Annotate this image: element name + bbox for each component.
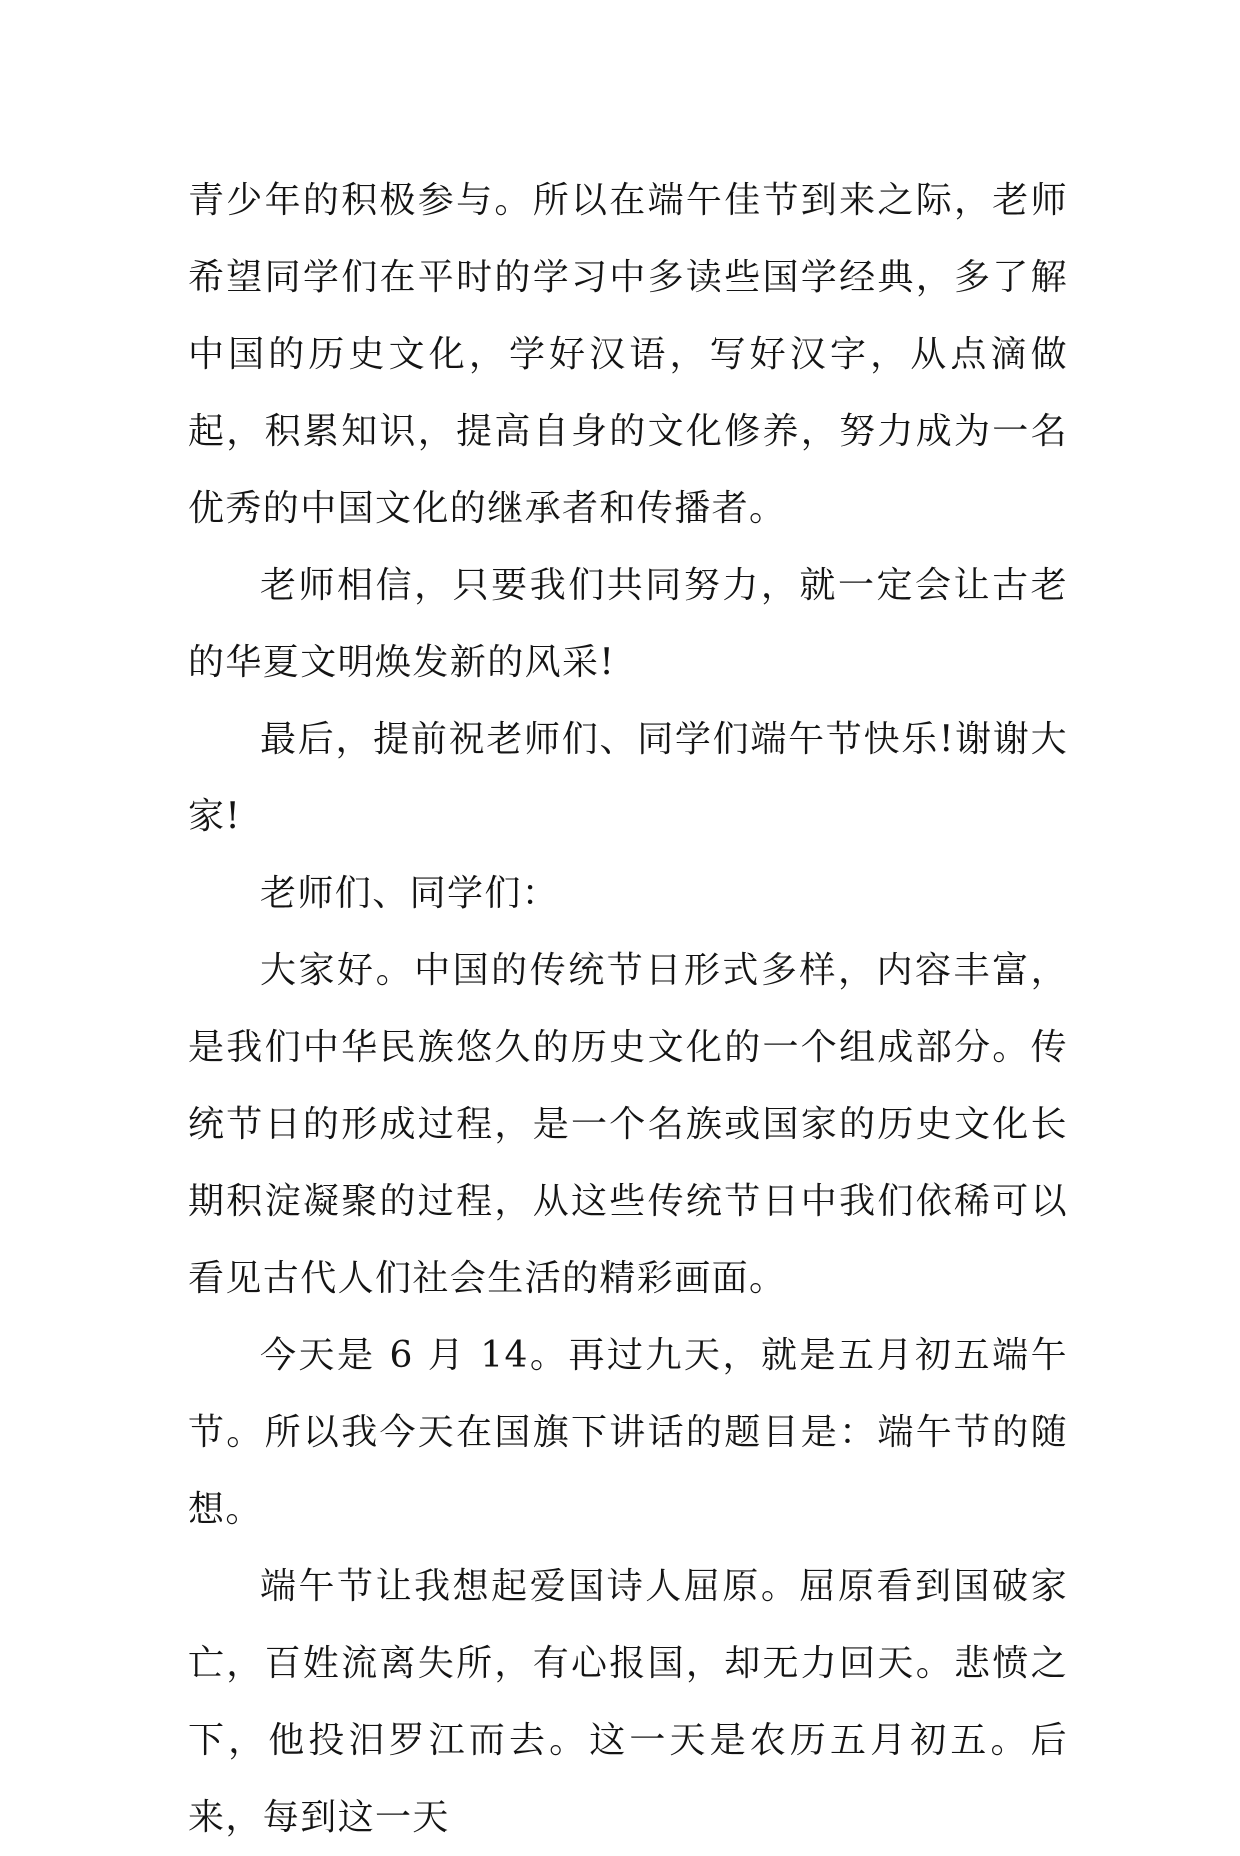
paragraph-qu-yuan: 端午节让我想起爱国诗人屈原。屈原看到国破家亡，百姓流离失所，有心报国，却无力回天。悲愤之下，他投汨罗江而去。这一天是农历五月初五。后来，每到这一天 [188, 1566, 1068, 1838]
paragraph-confidence: 老师相信，只要我们共同努力，就一定会让古老的华夏文明焕发新的风采! [188, 565, 1068, 683]
paragraph-topic: 今天是 6 月 14。再过九天，就是五月初五端午节。所以我今天在国旗下讲话的题目是：端午节的随想。 [188, 1335, 1068, 1530]
paragraph-continuation: 青少年的积极参与。所以在端午佳节到来之际，老师希望同学们在平时的学习中多读些国学经典，多了解中国的历史文化，学好汉语，写好汉字，从点滴做起，积累知识，提高自身的文化修养，努力成为一名优秀的中国文化的继承者和传播者。 [188, 180, 1068, 529]
paragraph-salutation: 老师们、同学们： [260, 873, 560, 914]
document-body [188, 162, 1068, 1856]
paragraph-introduction: 大家好。中国的传统节日形式多样，内容丰富，是我们中华民族悠久的历史文化的一个组成部分。传统节日的形成过程，是一个名族或国家的历史文化长期积淀凝聚的过程，从这些传统节日中我们依稀可以看见古代人们社会生活的精彩画面。 [188, 950, 1068, 1299]
paragraph-closing-wishes: 最后，提前祝老师们、同学们端午节快乐!谢谢大家! [188, 719, 1068, 837]
